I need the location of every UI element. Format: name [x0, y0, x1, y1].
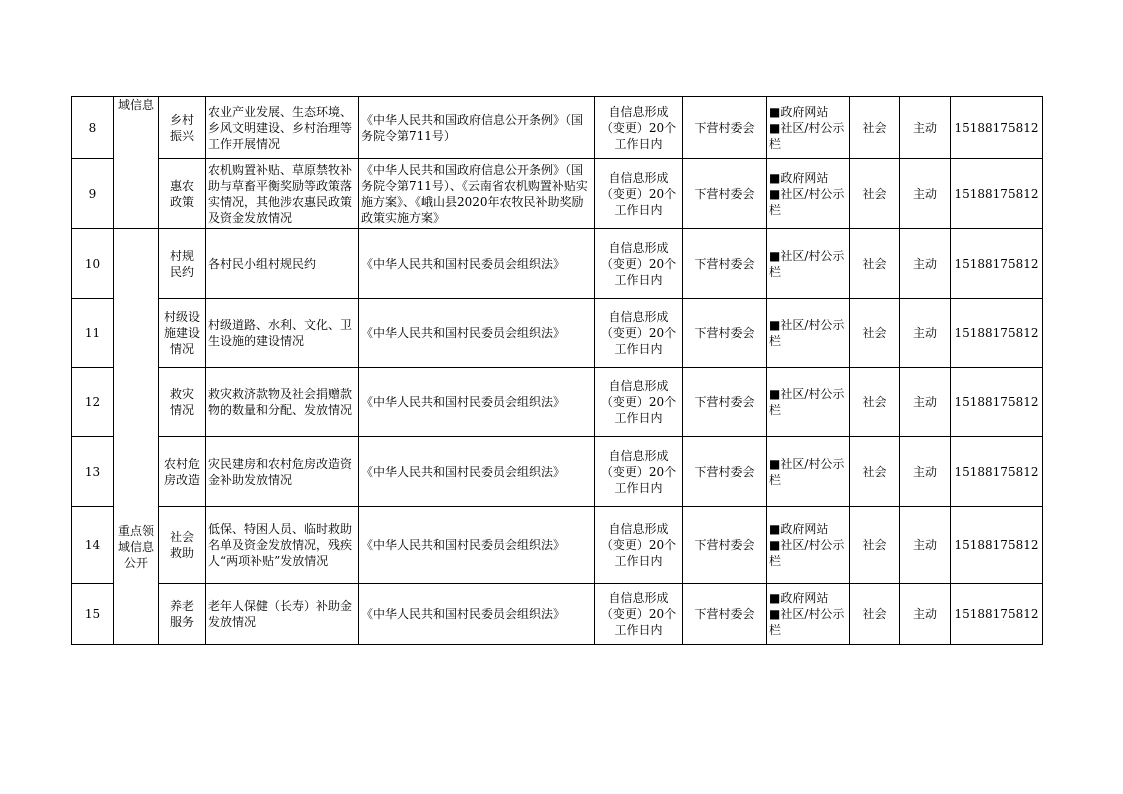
channel-item: ■社区/村公示栏 — [769, 120, 845, 151]
disclosure-channels — [767, 229, 850, 299]
channel-item: ■政府网站 — [769, 591, 829, 605]
row-number: 13 — [72, 437, 114, 507]
row-number: 14 — [72, 507, 114, 584]
item-name: 社会 救助 — [159, 507, 206, 584]
table-row — [72, 299, 1043, 368]
disclosure-scope: 社会 — [850, 507, 900, 584]
disclosure-scope: 社会 — [850, 437, 900, 507]
table-row — [72, 159, 1043, 229]
disclosure-mode: 主动 — [900, 507, 951, 584]
channel-item: ■政府网站 — [769, 104, 829, 119]
disclosure-basis: 《中华人民共和国政府信息公开条例》（国务院令第711号）、《云南省农机购置补贴实施方案》、《峨山县2020年农牧民补助奖励政策实施方案》 — [359, 159, 595, 229]
disclosure-basis: 《中华人民共和国村民委员会组织法》 — [359, 437, 595, 507]
item-name: 村规 民约 — [159, 229, 206, 299]
disclosure-time: 自信息形成（变更）20个工作日内 — [595, 97, 683, 159]
disclosure-subject: 下营村委会 — [683, 507, 767, 584]
contact-phone: 15188175812 — [951, 159, 1043, 229]
category-label-top: 域信息 — [117, 98, 154, 112]
disclosure-basis: 《中华人民共和国村民委员会组织法》 — [359, 368, 595, 437]
disclosure-mode: 主动 — [900, 437, 951, 507]
channel-item: ■社区/村公示栏 — [769, 456, 845, 487]
channel-item: ■政府网站 — [769, 522, 829, 536]
disclosure-scope: 社会 — [850, 97, 900, 159]
channel-item: ■社区/村公示栏 — [769, 318, 845, 348]
disclosure-time: 自信息形成（变更）20个工作日内 — [595, 437, 683, 507]
disclosure-subject: 下营村委会 — [683, 368, 767, 437]
disclosure-time: 自信息形成（变更）20个工作日内 — [595, 229, 683, 299]
disclosure-channels — [767, 368, 850, 437]
table-row — [72, 368, 1043, 437]
item-name: 养老 服务 — [159, 584, 206, 645]
table-row — [72, 437, 1043, 507]
channel-item: ■社区/村公示栏 — [769, 387, 845, 417]
disclosure-time: 自信息形成（变更）20个工作日内 — [595, 584, 683, 645]
item-name: 村级设 施建设 情况 — [159, 299, 206, 368]
disclosure-content: 村级道路、水利、文化、卫生设施的建设情况 — [206, 299, 359, 368]
disclosure-content: 灾民建房和农村危房改造资金补助发放情况 — [206, 437, 359, 507]
contact-phone: 15188175812 — [951, 437, 1043, 507]
row-number: 11 — [72, 299, 114, 368]
contact-phone: 15188175812 — [951, 507, 1043, 584]
disclosure-mode: 主动 — [900, 299, 951, 368]
disclosure-subject: 下营村委会 — [683, 159, 767, 229]
disclosure-time: 自信息形成（变更）20个工作日内 — [595, 507, 683, 584]
disclosure-subject: 下营村委会 — [683, 299, 767, 368]
contact-phone: 15188175812 — [951, 229, 1043, 299]
disclosure-time: 自信息形成（变更）20个工作日内 — [595, 368, 683, 437]
disclosure-channels — [767, 584, 850, 645]
disclosure-table — [71, 96, 1043, 645]
category-cell-top — [114, 97, 159, 229]
disclosure-basis: 《中华人民共和国村民委员会组织法》 — [359, 299, 595, 368]
disclosure-channels — [767, 159, 850, 229]
table-row — [72, 507, 1043, 584]
disclosure-basis: 《中华人民共和国村民委员会组织法》 — [359, 229, 595, 299]
disclosure-channels — [767, 507, 850, 584]
disclosure-scope: 社会 — [850, 229, 900, 299]
row-number: 10 — [72, 229, 114, 299]
row-number: 9 — [72, 159, 114, 229]
disclosure-channels — [767, 97, 850, 159]
contact-phone: 15188175812 — [951, 584, 1043, 645]
category-cell-main: 重点领域信息公开 — [114, 229, 159, 645]
disclosure-subject: 下营村委会 — [683, 584, 767, 645]
channel-item: ■社区/村公示栏 — [769, 186, 845, 217]
disclosure-mode: 主动 — [900, 229, 951, 299]
channel-item: ■社区/村公示栏 — [769, 248, 845, 279]
disclosure-subject: 下营村委会 — [683, 97, 767, 159]
row-number: 15 — [72, 584, 114, 645]
table-body — [72, 97, 1043, 645]
disclosure-time: 自信息形成（变更）20个工作日内 — [595, 299, 683, 368]
row-number: 12 — [72, 368, 114, 437]
disclosure-content: 老年人保健（长寿）补助金发放情况 — [206, 584, 359, 645]
disclosure-basis: 《中华人民共和国政府信息公开条例》（国务院令第711号） — [359, 97, 595, 159]
contact-phone: 15188175812 — [951, 368, 1043, 437]
disclosure-scope: 社会 — [850, 299, 900, 368]
disclosure-content: 低保、特困人员、临时救助名单及资金发放情况，残疾人“两项补贴”发放情况 — [206, 507, 359, 584]
disclosure-basis: 《中华人民共和国村民委员会组织法》 — [359, 507, 595, 584]
disclosure-basis: 《中华人民共和国村民委员会组织法》 — [359, 584, 595, 645]
disclosure-mode: 主动 — [900, 584, 951, 645]
table-row — [72, 229, 1043, 299]
disclosure-content: 救灾救济款物及社会捐赠款物的数量和分配、发放情况 — [206, 368, 359, 437]
item-name: 乡村 振兴 — [159, 97, 206, 159]
disclosure-content: 农业产业发展、生态环境、乡风文明建设、乡村治理等工作开展情况 — [206, 97, 359, 159]
row-number: 8 — [72, 97, 114, 159]
disclosure-content: 各村民小组村规民约 — [206, 229, 359, 299]
disclosure-mode: 主动 — [900, 159, 951, 229]
channel-item: ■社区/村公示栏 — [769, 607, 845, 637]
item-name: 农村危 房改造 — [159, 437, 206, 507]
disclosure-mode: 主动 — [900, 97, 951, 159]
disclosure-channels — [767, 437, 850, 507]
disclosure-scope: 社会 — [850, 159, 900, 229]
disclosure-content: 农机购置补贴、草原禁牧补助与草畜平衡奖励等政策落实情况，其他涉农惠民政策及资金发放情况 — [206, 159, 359, 229]
item-name: 惠农 政策 — [159, 159, 206, 229]
channel-item: ■社区/村公示栏 — [769, 538, 845, 568]
table-row — [72, 584, 1043, 645]
disclosure-mode: 主动 — [900, 368, 951, 437]
item-name: 救灾 情况 — [159, 368, 206, 437]
disclosure-time: 自信息形成（变更）20个工作日内 — [595, 159, 683, 229]
disclosure-subject: 下营村委会 — [683, 437, 767, 507]
table-row — [72, 97, 1043, 159]
disclosure-scope: 社会 — [850, 584, 900, 645]
contact-phone: 15188175812 — [951, 97, 1043, 159]
contact-phone: 15188175812 — [951, 299, 1043, 368]
disclosure-channels — [767, 299, 850, 368]
disclosure-scope: 社会 — [850, 368, 900, 437]
disclosure-subject: 下营村委会 — [683, 229, 767, 299]
channel-item: ■政府网站 — [769, 170, 829, 185]
